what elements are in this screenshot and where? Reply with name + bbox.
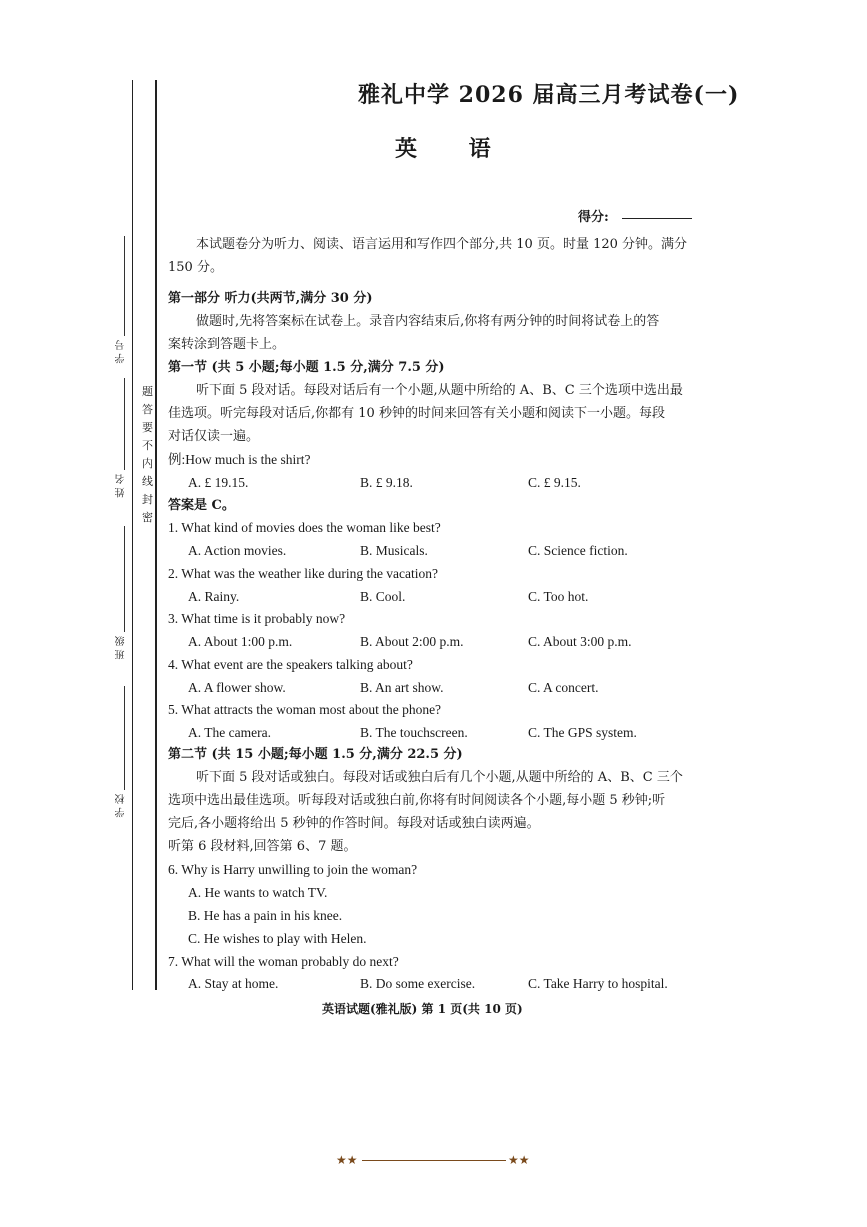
option-a: A. The camera. <box>188 725 271 740</box>
section2-instruction: 听下面 5 段对话或独白。每段对话或独白后有几个小题,从题中所给的 A、B、C 三个 <box>196 770 683 785</box>
option-a: A. Stay at home. <box>188 976 279 991</box>
section2-instruction: 完后,各小题将给出 5 秒钟的作答时间。每段对话或独白读两遍。 <box>168 816 540 831</box>
question: 3. What time is it probably now? <box>168 611 346 626</box>
margin-divider <box>132 80 133 990</box>
option-a: A. He wants to watch TV. <box>188 885 328 900</box>
score-blank[interactable] <box>622 218 692 219</box>
star-ornament-left: ★★ <box>336 1153 358 1167</box>
binding-line <box>155 80 157 990</box>
question: 6. Why is Harry unwilling to join the woman? <box>168 862 418 877</box>
question: 7. What will the woman probably do next? <box>168 954 399 969</box>
school-blank[interactable] <box>124 686 125 790</box>
option-c: C. Take Harry to hospital. <box>528 976 668 991</box>
part1-instruction: 案转涂到答题卡上。 <box>168 337 286 352</box>
section1-instruction: 对话仅读一遍。 <box>168 429 260 444</box>
option-a: A. About 1:00 p.m. <box>188 634 293 649</box>
option-b: B. Cool. <box>360 589 406 604</box>
section1-instruction: 佳选项。听完每段对话后,你都有 10 秒钟的时间来回答有关小题和阅读下一小题。每段 <box>168 406 665 421</box>
number-label: 学 号 <box>116 340 127 364</box>
star-ornament-right: ★★ <box>508 1153 530 1167</box>
option-c: C. About 3:00 p.m. <box>528 634 632 649</box>
option-a: A. A flower show. <box>188 680 286 695</box>
option-a: A. Rainy. <box>188 589 240 604</box>
material-note: 听第 6 段材料,回答第 6、7 题。 <box>168 839 357 854</box>
option-b: B. An art show. <box>360 680 444 695</box>
exam-title: 雅礼中学 2026 届高三月考试卷(一) <box>358 82 740 108</box>
notice-char: 题 <box>142 385 153 398</box>
score-label: 得分: <box>578 210 609 225</box>
question: 4. What event are the speakers talking about? <box>168 657 413 672</box>
part1-instruction: 做题时,先将答案标在试卷上。录音内容结束后,你将有两分钟的时间将试卷上的答 <box>196 314 660 329</box>
section2-heading: 第二节 (共 15 小题;每小题 1.5 分,满分 22.5 分) <box>168 747 463 762</box>
section1-instruction: 听下面 5 段对话。每段对话后有一个小题,从题中所给的 A、B、C 三个选项中选出最 <box>196 383 683 398</box>
intro-line: 150 分。 <box>168 260 223 275</box>
notice-column <box>141 386 154 530</box>
option-c: C. Too hot. <box>528 589 589 604</box>
ornament-line <box>362 1160 506 1161</box>
option-c: C. The GPS system. <box>528 725 637 740</box>
part1-heading: 第一部分 听力(共两节,满分 30 分) <box>168 291 373 306</box>
option-b: B. £ 9.18. <box>360 475 413 490</box>
subject-title: 英 语 <box>395 136 513 162</box>
class-label: 班 级 <box>116 636 127 660</box>
notice-char: 内 <box>142 457 153 470</box>
question: 5. What attracts the woman most about the phone? <box>168 702 442 717</box>
notice-char: 线 <box>142 475 153 488</box>
question: 2. What was the weather like during the vacation? <box>168 566 439 581</box>
question: 1. What kind of movies does the woman like best? <box>168 520 441 535</box>
notice-char: 封 <box>142 493 153 506</box>
option-c: C. A concert. <box>528 680 599 695</box>
notice-char: 答 <box>142 403 153 416</box>
page-footer: 英语试题(雅礼版) 第 1 页(共 10 页) <box>322 1002 523 1016</box>
notice-char: 密 <box>142 511 153 524</box>
option-b: B. The touchscreen. <box>360 725 468 740</box>
option-c: C. Science fiction. <box>528 543 628 558</box>
notice-char: 不 <box>142 439 153 452</box>
example-question: 例:How much is the shirt? <box>168 452 311 467</box>
name-label: 姓 名 <box>116 474 127 498</box>
option-a: A. Action movies. <box>188 543 287 558</box>
notice-char: 要 <box>142 421 153 434</box>
section2-instruction: 选项中选出最佳选项。听每段对话或独白前,你将有时间阅读各个小题,每小题 5 秒钟;听 <box>168 793 666 808</box>
name-blank[interactable] <box>124 378 125 470</box>
option-b: B. Musicals. <box>360 543 428 558</box>
option-b: B. Do some exercise. <box>360 976 476 991</box>
option-b: B. He has a pain in his knee. <box>188 908 343 923</box>
option-c: C. £ 9.15. <box>528 475 581 490</box>
example-answer: 答案是 C。 <box>168 498 235 513</box>
number-blank[interactable] <box>124 236 125 336</box>
intro-line: 本试题卷分为听力、阅读、语言运用和写作四个部分,共 10 页。时量 120 分钟。满分 <box>196 237 688 252</box>
option-c: C. He wishes to play with Helen. <box>188 931 367 946</box>
class-blank[interactable] <box>124 526 125 632</box>
school-label: 学 校 <box>116 794 127 818</box>
section1-heading: 第一节 (共 5 小题;每小题 1.5 分,满分 7.5 分) <box>168 360 445 375</box>
option-a: A. £ 19.15. <box>188 475 249 490</box>
option-b: B. About 2:00 p.m. <box>360 634 464 649</box>
